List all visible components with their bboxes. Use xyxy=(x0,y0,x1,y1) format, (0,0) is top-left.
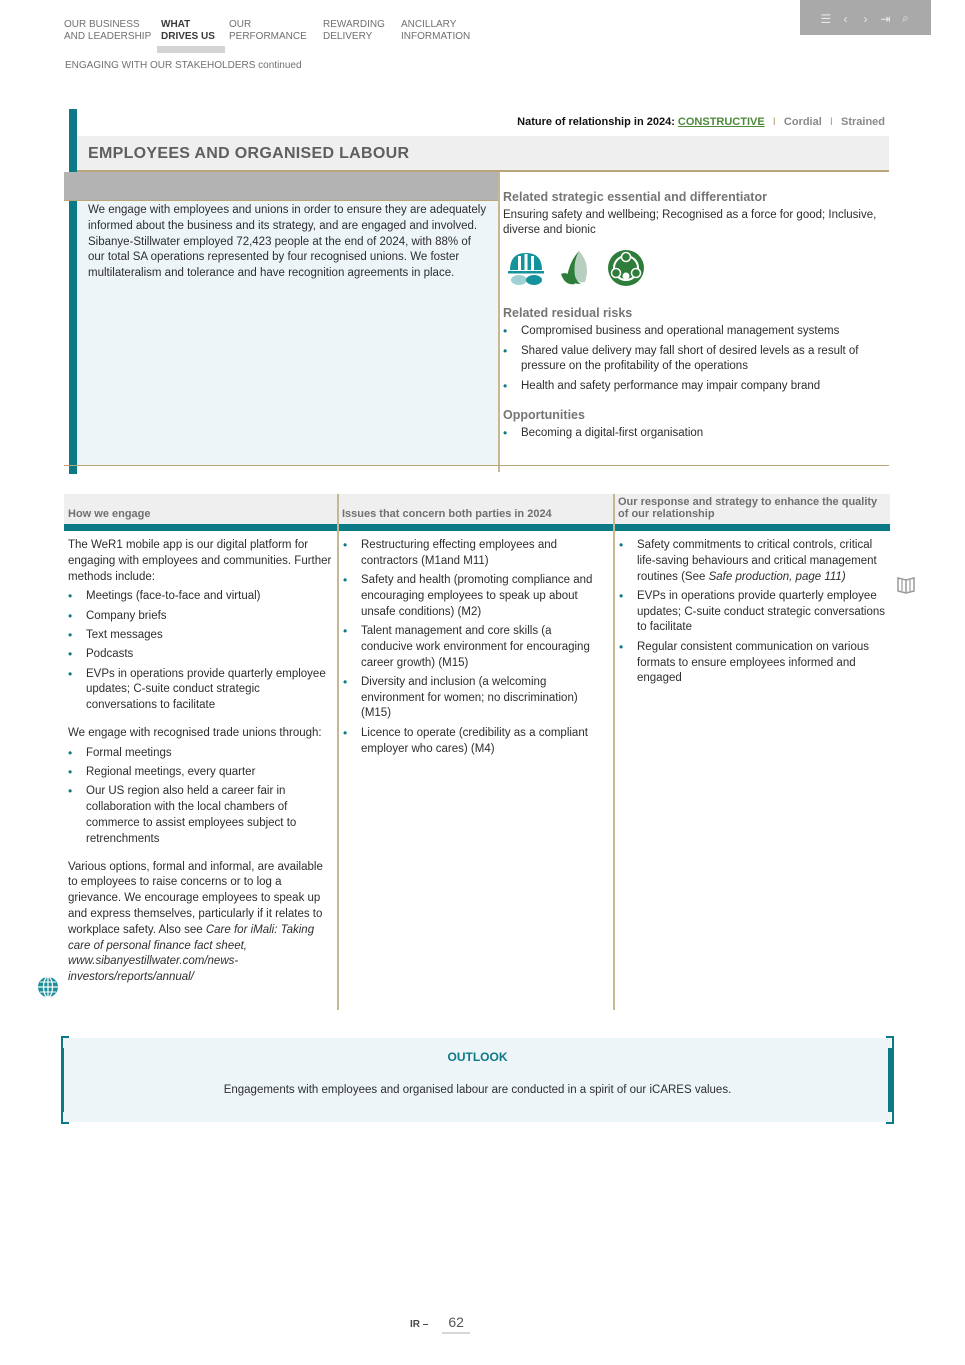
nav-what-drives-us[interactable] xyxy=(161,19,229,43)
section-label: ENGAGING WITH OUR STAKEHOLDERS continued xyxy=(65,60,302,71)
stakeholder-title: EMPLOYEES AND ORGANISED LABOUR xyxy=(88,145,410,162)
list-item: • Safety and health (promoting compliance and encouraging employees to speak up about unsafe conditions) (M2) xyxy=(343,573,605,620)
unions-intro: We engage with recognised trade unions through: xyxy=(68,726,322,739)
strategic-icons xyxy=(505,248,888,288)
book-reference-icon[interactable] xyxy=(896,575,916,595)
outlook-panel xyxy=(64,1038,891,1122)
relationship-rating xyxy=(517,116,885,128)
table-header-rule xyxy=(64,524,890,531)
nav-our-business[interactable] xyxy=(64,19,161,43)
grey-band xyxy=(64,172,499,201)
relationship-constructive: CONSTRUCTIVE xyxy=(677,116,765,128)
how-we-engage-column xyxy=(68,538,333,990)
divider xyxy=(498,172,500,472)
leaf-icon xyxy=(555,248,597,288)
nav-ancillary-information[interactable] xyxy=(401,19,491,43)
next-page-icon[interactable]: › xyxy=(863,11,868,26)
outlook-bracket-right xyxy=(886,1036,894,1124)
inclusive-circle-icon xyxy=(605,248,647,288)
response-column xyxy=(619,538,887,691)
unions-list xyxy=(68,746,333,848)
nav-label: OUR BUSINESS xyxy=(64,19,140,30)
safe-production-link[interactable]: Safe production, page 111) xyxy=(708,570,846,583)
column-divider xyxy=(613,494,615,1010)
nav-our-performance[interactable] xyxy=(229,19,323,43)
list-item: • EVPs in operations provide quarterly employee updates; C-suite conduct strategic conversations to facilitate xyxy=(68,667,333,714)
list-item: • Becoming a digital-first organisation xyxy=(503,426,888,442)
list-item: • EVPs in operations provide quarterly employee updates; C-suite conduct strategic conversations to facilitate xyxy=(619,589,887,636)
list-item: • Regular consistent communication on various formats to ensure employees informed and engaged xyxy=(619,640,887,687)
stakeholder-details xyxy=(503,190,888,446)
list-item: • Compromised business and operational management systems xyxy=(503,324,888,340)
list-item: • Formal meetings xyxy=(68,746,333,762)
list-item: • Regional meetings, every quarter xyxy=(68,765,333,781)
column-header: How we engage xyxy=(68,507,151,520)
risks-heading: Related residual risks xyxy=(503,306,633,320)
relationship-cordial: Cordial xyxy=(783,116,822,128)
relationship-label: Nature of relationship in 2024: xyxy=(517,116,675,128)
list-item: • Podcasts xyxy=(68,647,333,663)
document-toolbar xyxy=(800,0,931,35)
nav-label: INFORMATION xyxy=(401,31,471,42)
nav-label: WHAT xyxy=(161,19,191,30)
globe-icon[interactable] xyxy=(37,976,59,998)
issues-column xyxy=(343,538,605,761)
opportunities-list xyxy=(503,426,888,442)
engage-intro: The WeR1 mobile app is our digital platform for engaging with employees and communities. Further methods include: xyxy=(68,539,332,583)
stakeholder-title-bar xyxy=(77,136,889,172)
nav-label: AND LEADERSHIP xyxy=(64,31,152,42)
search-icon[interactable]: ⌕ xyxy=(902,11,909,25)
list-item: • Our US region also held a career fair in collaboration with the local chambers of commerce to assist employees subject to retrenchments xyxy=(68,784,333,847)
menu-icon[interactable]: ☰ xyxy=(820,11,832,26)
risks-list xyxy=(503,324,888,394)
list-item: • Diversity and inclusion (a welcoming environment for women; no discrimination) (M15) xyxy=(343,675,605,722)
strategic-heading: Related strategic essential and differentiator xyxy=(503,190,767,204)
previous-page-icon[interactable]: ‹ xyxy=(843,11,848,26)
stakeholder-description-panel xyxy=(77,201,499,465)
nav-label: DELIVERY xyxy=(323,31,373,42)
exit-icon[interactable]: ⇥ xyxy=(880,11,891,26)
strategic-text: Ensuring safety and wellbeing; Recognised as a force for good; Inclusive, diverse and bionic xyxy=(503,209,877,236)
nav-rewarding-delivery[interactable] xyxy=(323,19,401,43)
engage-methods-list xyxy=(68,589,333,714)
column-divider xyxy=(337,494,339,1010)
page-number: 62 xyxy=(442,1314,470,1334)
divider xyxy=(64,465,889,466)
stakeholder-description: We engage with employees and unions in order to ensure they are adequately informed about the business and its strategy, and are engaged and involved. Sibanye-Stillwater employed 72,423 people at the end of 2024, with 88% of our total SA operations represented by four recognised unions. We foster multilateralism and tolerance and have recognition agreements in place. xyxy=(88,204,487,280)
grievance-paragraph xyxy=(68,860,333,986)
response-list xyxy=(619,538,887,687)
list-item xyxy=(619,538,887,585)
nav-label: DRIVES US xyxy=(161,31,215,42)
nav-label: REWARDING xyxy=(323,19,385,30)
outlook-heading: OUTLOOK xyxy=(447,1050,508,1064)
response-text: Safety commitments to critical controls, critical life-saving behaviours and critical management routines (See xyxy=(637,539,877,583)
list-item: • Restructuring effecting employees and contractors (M1and M11) xyxy=(343,538,605,570)
issues-list xyxy=(343,538,605,757)
table-header xyxy=(64,494,890,524)
safety-helmet-icon xyxy=(505,248,547,288)
opportunities-heading: Opportunities xyxy=(503,408,585,422)
list-item: • Health and safety performance may impair company brand xyxy=(503,379,888,395)
outlook-text: Engagements with employees and organised labour are conducted in a spirit of our iCARES values. xyxy=(223,1084,732,1096)
list-item: • Talent management and core skills (a conducive work environment for encouraging career growth) (M15) xyxy=(343,624,605,671)
nav-label: ANCILLARY xyxy=(401,19,457,30)
page-footer xyxy=(410,1314,470,1334)
list-item: • Company briefs xyxy=(68,609,333,625)
top-navigation xyxy=(64,19,491,43)
list-item: • Licence to operate (credibility as a compliant employer who cares) (M4) xyxy=(343,726,605,758)
fact-sheet-link[interactable]: Care for iMali: Taking care of personal finance fact sheet, www.sibanyestillwater.com/news-investors/reports/annual/ xyxy=(68,923,315,984)
card-accent-bar xyxy=(69,109,77,474)
separator: I xyxy=(772,116,776,128)
report-label: IR – xyxy=(410,1319,429,1330)
grievance-text: Various options, formal and informal, are available to employees to raise concerns or to log a grievance. We encourage employees to speak up and express themselves, particularly if it relates to workplace safety. Also see xyxy=(68,860,323,936)
relationship-strained: Strained xyxy=(840,116,885,128)
separator: I xyxy=(829,116,833,128)
column-header: Our response and strategy to enhance the quality of our relationship xyxy=(618,496,878,520)
nav-label: PERFORMANCE xyxy=(229,31,307,42)
list-item: • Text messages xyxy=(68,628,333,644)
list-item: • Meetings (face-to-face and virtual) xyxy=(68,589,333,605)
column-header: Issues that concern both parties in 2024 xyxy=(342,507,552,520)
nav-label: OUR xyxy=(229,19,252,30)
list-item: • Shared value delivery may fall short of desired levels as a result of pressure on the profitability of the operations xyxy=(503,344,888,375)
